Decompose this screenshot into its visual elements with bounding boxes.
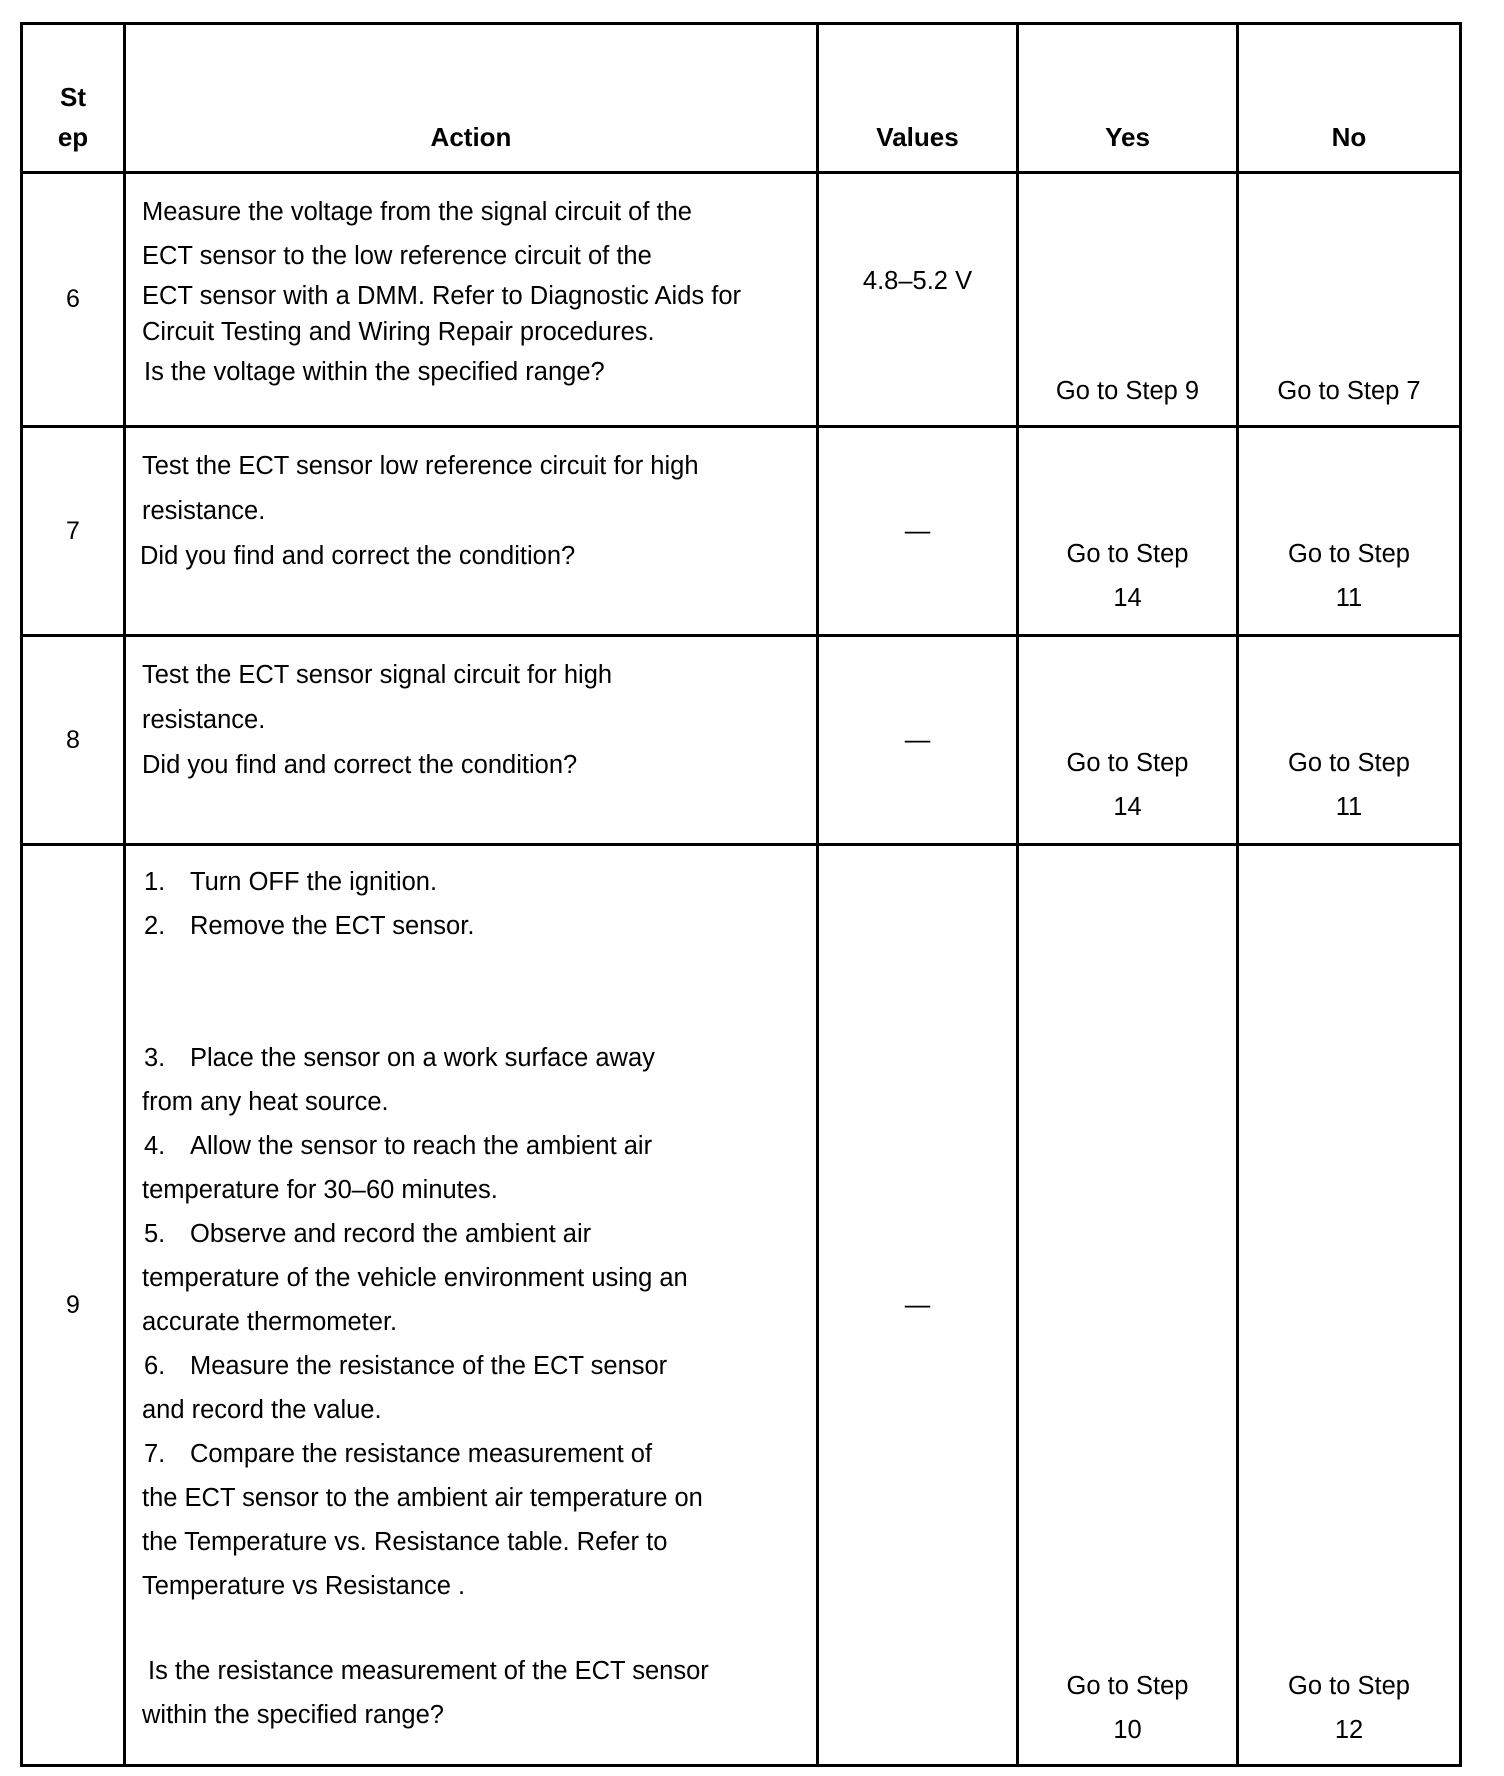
- table-row: [22, 845, 1461, 1766]
- action-question: Is the resistance measurement of the ECT sensor: [148, 1657, 709, 1685]
- yes-link-line2: 10: [1113, 1716, 1142, 1744]
- action-question-cont: within the specified range?: [142, 1701, 444, 1729]
- action-cell: [125, 636, 818, 845]
- action-cell: [125, 173, 818, 427]
- yes-link-line1: Go to Step: [1066, 540, 1189, 568]
- values-cell: [818, 173, 1018, 427]
- action-question: Is the voltage within the specified range?: [144, 358, 605, 386]
- action-line: ECT sensor with a DMM. Refer to Diagnostic Aids for: [142, 282, 741, 310]
- values-cell: [818, 636, 1018, 845]
- step-number: 8: [22, 636, 125, 845]
- list-number: 1.: [144, 868, 166, 896]
- no-link-line2: 11: [1335, 584, 1363, 612]
- list-continuation: Temperature vs Resistance .: [142, 1572, 466, 1600]
- action-line: ECT sensor to the low reference circuit of the: [142, 242, 652, 270]
- list-item: [142, 860, 800, 904]
- list-number: 7.: [144, 1440, 166, 1468]
- no-cell: [1238, 636, 1461, 845]
- no-link-line2: 11: [1335, 793, 1363, 821]
- header-no: No: [1238, 24, 1461, 173]
- list-continuation: the Temperature vs. Resistance table. Refer to: [142, 1528, 668, 1556]
- action-line: resistance.: [142, 497, 266, 525]
- no-link-line2: 12: [1334, 1716, 1364, 1744]
- list-item: [142, 1344, 800, 1388]
- table-row: [22, 636, 1461, 845]
- list-text: Measure the resistance of the ECT sensor: [190, 1352, 668, 1380]
- list-text: Compare the resistance measurement of: [190, 1440, 653, 1468]
- spacer: [142, 1608, 800, 1649]
- yes-cell: [1018, 173, 1238, 427]
- no-cell: [1238, 427, 1461, 636]
- yes-link-line1: Go to Step: [1066, 749, 1189, 777]
- list-text: Remove the ECT sensor.: [190, 912, 475, 940]
- step-number: 7: [22, 427, 125, 636]
- yes-link-line1: Go to Step: [1066, 1672, 1189, 1700]
- header-step-line1: St: [60, 82, 86, 112]
- yes-link: Go to Step 9: [1055, 377, 1200, 405]
- no-link-line1: Go to Step: [1288, 540, 1410, 568]
- value-text: 4.8–5.2 V: [862, 267, 973, 295]
- action-question: Did you find and correct the condition?: [140, 542, 576, 570]
- value-dash: —: [904, 725, 931, 754]
- action-cell: [125, 427, 818, 636]
- list-continuation: temperature of the vehicle environment using an: [142, 1264, 688, 1292]
- yes-link-line2: 14: [1113, 793, 1142, 821]
- list-number: 3.: [144, 1044, 166, 1072]
- spacer: [142, 948, 800, 1036]
- values-cell: [818, 427, 1018, 636]
- list-item: [142, 1036, 800, 1080]
- step-number: 9: [22, 845, 125, 1766]
- step-number: 6: [22, 173, 125, 427]
- table-row: [22, 173, 1461, 427]
- list-item: [142, 1432, 800, 1476]
- list-continuation: temperature for 30–60 minutes.: [142, 1176, 498, 1204]
- list-continuation: the ECT sensor to the ambient air temperature on: [142, 1484, 703, 1512]
- list-continuation: from any heat source.: [142, 1088, 389, 1116]
- no-cell: [1238, 173, 1461, 427]
- yes-cell: [1018, 636, 1238, 845]
- list-item: [142, 904, 800, 948]
- value-dash: —: [904, 1290, 931, 1319]
- list-continuation: accurate thermometer.: [142, 1308, 398, 1336]
- list-text: Allow the sensor to reach the ambient air: [190, 1132, 653, 1160]
- header-yes: Yes: [1018, 24, 1238, 173]
- no-link-line1: Go to Step: [1288, 749, 1410, 777]
- no-link-line1: Go to Step: [1288, 1672, 1410, 1700]
- action-line: resistance.: [142, 706, 266, 734]
- yes-cell: [1018, 845, 1238, 1766]
- header-step: [22, 24, 125, 173]
- list-item: [142, 1124, 800, 1168]
- no-link: Go to Step 7: [1277, 377, 1421, 405]
- no-cell: [1238, 845, 1461, 1766]
- values-cell: [818, 845, 1018, 1766]
- action-line: Test the ECT sensor low reference circuit for high: [142, 452, 699, 480]
- list-number: 6.: [144, 1352, 166, 1380]
- yes-link-line2: 14: [1113, 584, 1142, 612]
- list-number: 2.: [144, 912, 166, 940]
- header-step-line2: ep: [57, 122, 89, 152]
- header-values: Values: [818, 24, 1018, 173]
- list-text: Observe and record the ambient air: [190, 1220, 592, 1248]
- header-action: Action: [125, 24, 818, 173]
- list-continuation: and record the value.: [142, 1396, 382, 1424]
- action-cell: [125, 845, 818, 1766]
- list-text: Turn OFF the ignition.: [190, 868, 438, 896]
- diagnostic-table: [20, 22, 1462, 1767]
- table-row: [22, 427, 1461, 636]
- action-line: Measure the voltage from the signal circuit of the: [142, 198, 692, 226]
- action-question: Did you find and correct the condition?: [142, 751, 578, 779]
- action-line: Test the ECT sensor signal circuit for high: [142, 661, 613, 689]
- value-dash: —: [904, 516, 931, 545]
- list-item: [142, 1212, 800, 1256]
- header-row: [22, 24, 1461, 173]
- list-number: 4.: [144, 1132, 166, 1160]
- list-text: Place the sensor on a work surface away: [190, 1044, 655, 1072]
- yes-cell: [1018, 427, 1238, 636]
- action-line: Circuit Testing and Wiring Repair procedures.: [142, 318, 655, 346]
- list-number: 5.: [144, 1220, 166, 1248]
